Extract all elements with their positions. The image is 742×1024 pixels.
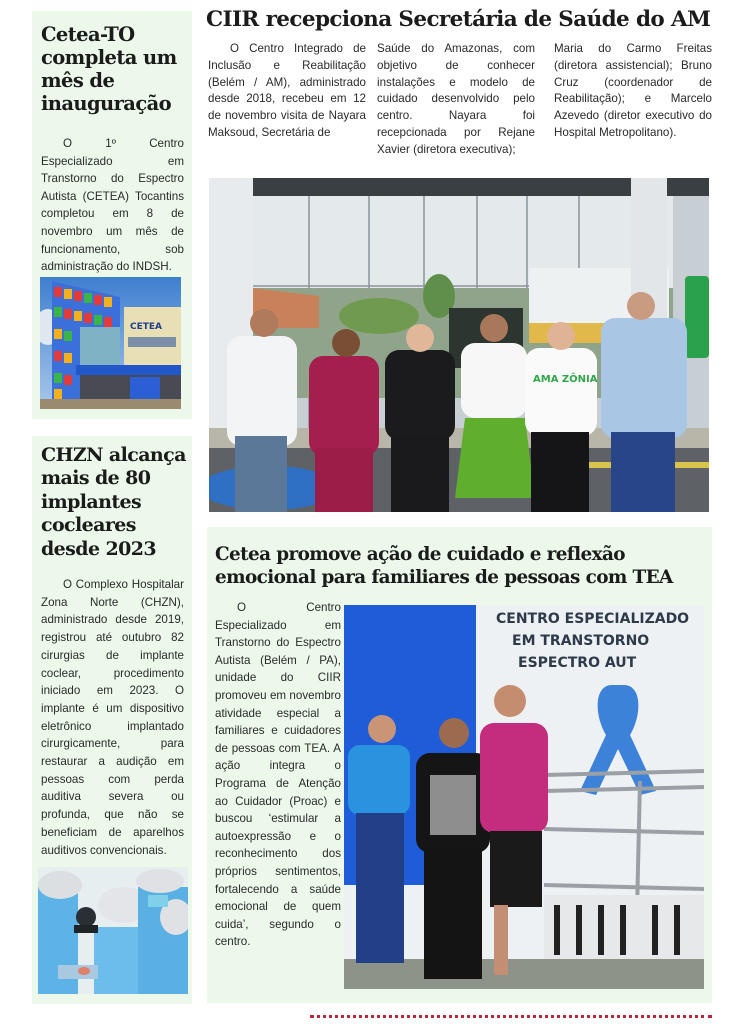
dotted-divider [310, 1015, 712, 1018]
wall-sign-line-2: EM TRANSTORNO [512, 633, 650, 649]
article-column-2: Saúde do Amazonas, com objetivo de conhecer instalações e modelo de cuidado desenvolvido pelo centro. Nayara foi recepcionada por Rejane Xavier (diretora executiva); [377, 42, 535, 156]
family-activity-photo [344, 605, 704, 989]
story-body: O 1º Centro Especializado em Transtorno do Espectro Autista (CETEA) Tocantins completou em 8 de novembro um mês de funcionamento, sob administração do INDSH. [41, 137, 184, 274]
article-column-1: O Centro Integrado de Inclusão e Reabilitação (Belém / AM), administrado desde 2018, recebeu em 12 de novembro visita de Nayara Maksoud, Secretária de [208, 42, 366, 139]
shirt-text: AMA ZÔNIA [533, 374, 598, 385]
article-column-3: Maria do Carmo Freitas (diretora assistencial); Bruno Cruz (coordenador de Reabilitação); e Marcelo Azevedo (diretor executivo do Hospital Metropolitano). [554, 42, 712, 139]
article-title: CIIR recepciona Secretária de Saúde do AM [206, 7, 711, 32]
wall-sign-line-1: CENTRO ESPECIALIZADO [496, 611, 690, 627]
cetea-sign-text: CETEA [130, 322, 163, 332]
story-body: O Complexo Hospitalar Zona Norte (CHZN), administrado desde 2019, registrou até outubro 82 cirurgias de implante coclear, procedimento iniciado em 2023. O implante é um dispositivo eletrônico implantado cirurgicamente, para restaurar a audição em pessoas com perda auditiva severa ou profunda, que não se beneficiam de aparelhos auditivos convencionais. [41, 578, 184, 857]
story-title: Cetea-TO completa um mês de inauguração [41, 23, 177, 115]
wall-sign-line-3: ESPECTRO AUT [518, 655, 637, 671]
article-body: O Centro Especializado em Transtorno do Espectro Autista (Belém / PA), unidade do CIIR promoveu em novembro atividade especial a familiares e cuidadores de pessoas com TEA. A ação integra o Programa de Atenção ao Cuidador (Proac) e buscou ‘estimular a autoexpressão e o reconhecimento dos próprios sentimentos, fortalecendo a saúde emocional de quem cuida’, segundo o centro. [215, 601, 341, 949]
cetea-building-photo [40, 277, 181, 409]
article-title: Cetea promove ação de cuidado e reflexão emocional para familiares de pessoas com TEA [215, 544, 673, 588]
group-visit-photo [209, 178, 709, 512]
surgery-photo [38, 867, 188, 994]
story-title: CHZN alcança mais de 80 implantes cocleares desde 2023 [41, 444, 186, 560]
